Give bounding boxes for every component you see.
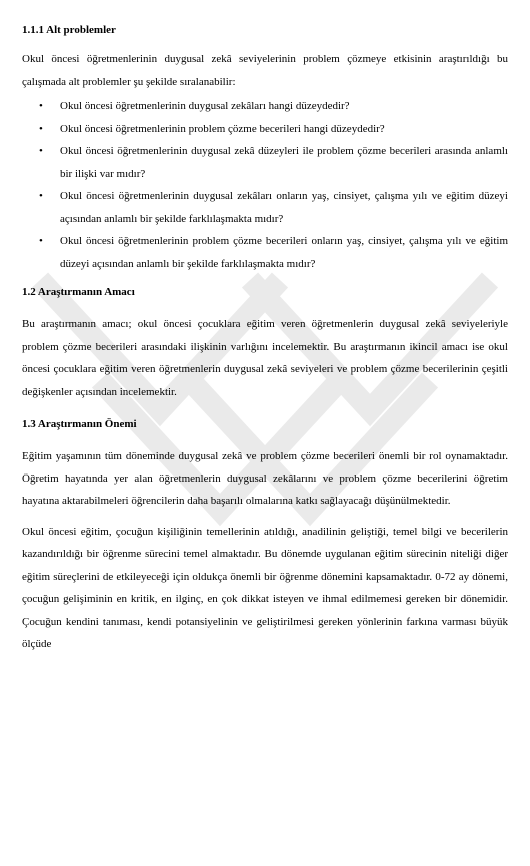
list-item: • Okul öncesi öğretmenlerinin problem çözme becerileri onların yaş, cinsiyet, çalışma yılı ve eğitim düzeyi açısından anlamlı bir şekilde farklılaşmakta mıdır?: [60, 230, 508, 275]
list-item: • Okul öncesi öğretmenlerinin duygusal zekâları onların yaş, cinsiyet, çalışma yılı ve eğitim düzeyi açısından anlamlı bir şekilde farklılaşmakta mıdır?: [60, 185, 508, 230]
paragraph-amac: Bu araştırmanın amacı; okul öncesi çocuklara eğitim veren öğretmenlerin duygusal zekâ seviyeleriyle problem çözme becerileri arasındaki ilişkinin varlığını incelemektir. Bu araştırmanın ikincil amacı ise okul öncesi çocuklara eğitim veren öğretmenlerin duygusal zekâ seviyeleri ve problem çözme becerilerinin çeşitli değişkenler açısından incelemektir.: [22, 318, 508, 398]
list-item: • Okul öncesi öğretmenlerinin duygusal zekâları hangi düzeydedir?: [60, 95, 508, 118]
section-heading-amac: 1.2 Araştırmanın Amacı: [22, 286, 135, 298]
list-item: • Okul öncesi öğretmenlerinin problem çözme becerileri hangi düzeydedir?: [60, 118, 508, 141]
paragraph-onem-1: Eğitim yaşamının tüm döneminde duygusal zekâ ve problem çözme becerileri önemli bir rol oynamaktadır. Öğretim hayatında yer alan öğretmenlerin duygusal zekâlarını ve problem çözme becerilerini öğretim hayatına aktarabilmeleri öğrencilerin daha başarılı olmalarına katkı sağlayacağı düşünülmektedir.: [22, 450, 508, 507]
sub-problems-list: [22, 95, 508, 275]
list-item: • Okul öncesi öğretmenlerinin duygusal zekâ düzeyleri ile problem çözme becerileri arasında anlamlı bir ilişki var mıdır?: [60, 140, 508, 185]
paragraph-alt-problemler-intro: Okul öncesi öğretmenlerinin duygusal zekâ seviyelerinin problem çözmeye etkisinin araştırıldığı bu çalışmada alt problemler şu şekilde sıralanabilir:: [22, 53, 508, 88]
paragraph-onem-2: Okul öncesi eğitim, çocuğun kişiliğinin temellerinin atıldığı, anadilinin geliştiği, temel bilgi ve becerilerin kazandırıldığı bir öğrenme sürecini temel almaktadır. Bu dönemde uygulanan eğitim sürecinin niteliği diğer eğitim süreçlerini de etkileyeceği için oldukça önemli bir öğrenme dönemini kapsamaktadır. 0-72 ay dönemi, çocuğun gelişiminin en kritik, en ilginç, en çok dikkat isteyen ve ihmal edilmemesi gereken bir dönemidir. Çocuğun kendini tanıması, kendi potansiyelinin ve geliştirilmesi gereken yönlerinin farkına varması büyük ölçüde: [22, 525, 508, 650]
document-content: [22, 22, 508, 656]
section-heading-alt-problemler: 1.1.1 Alt problemler: [22, 24, 116, 36]
section-heading-onem: 1.3 Araştırmanın Önemi: [22, 418, 137, 430]
